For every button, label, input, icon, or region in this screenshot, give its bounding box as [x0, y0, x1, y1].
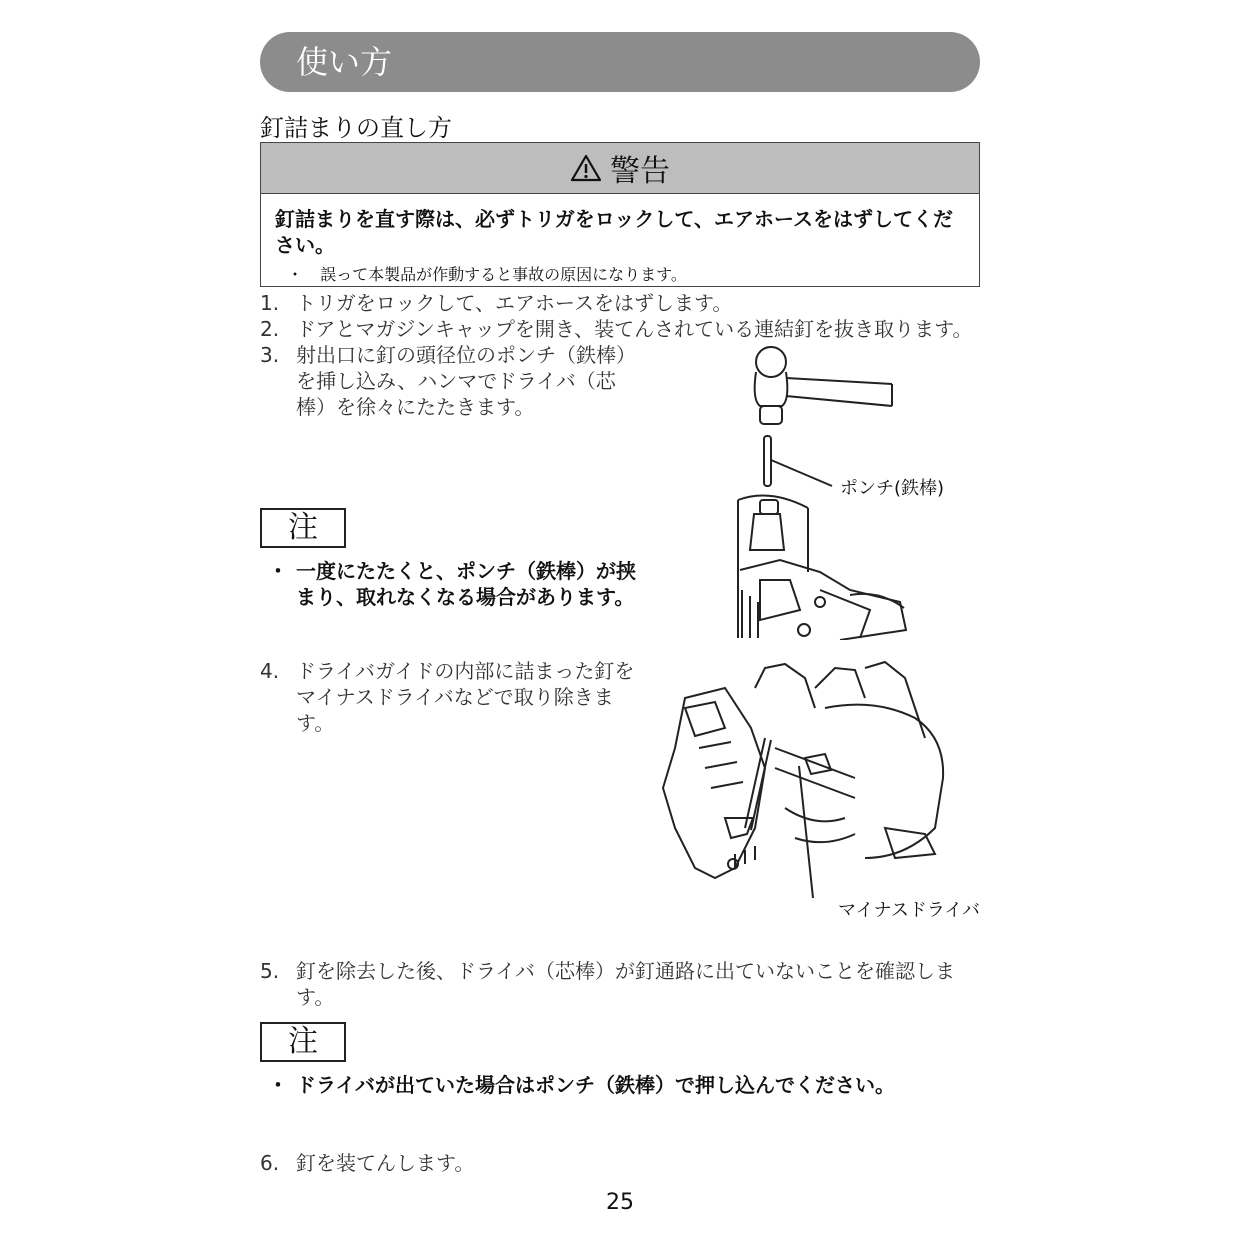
step-5	[260, 958, 980, 1010]
page-header	[260, 32, 980, 92]
page-title: 使い方	[296, 43, 393, 81]
page-number: 25	[606, 1190, 634, 1215]
step-number: 2.	[260, 317, 280, 341]
note-label: 注	[260, 1022, 346, 1062]
warning-body	[261, 194, 979, 288]
screwdriver-illustration	[655, 658, 955, 898]
warning-header	[261, 143, 979, 194]
warning-subtext-label: 誤って本製品が作動すると事故の原因になります。	[320, 265, 687, 284]
section-title: 釘詰まりの直し方	[260, 114, 452, 142]
step-1	[260, 290, 1000, 316]
step-number: 3.	[260, 343, 280, 367]
step-3	[260, 342, 640, 420]
step-4	[260, 658, 640, 736]
note-body: 一度にたたくと、ポンチ（鉄棒）が挟まり、取れなくなる場合があります。	[296, 559, 636, 609]
note-text	[268, 558, 640, 610]
warning-box	[260, 142, 980, 287]
screwdriver-callout-label: マイナスドライバ	[838, 900, 981, 921]
punch-callout-label: ポンチ(鉄棒)	[840, 478, 945, 499]
warning-title: 警告	[610, 154, 670, 189]
step-text: トリガをロックして、エアホースをはずします。	[296, 291, 733, 315]
warning-bullet: ・	[287, 265, 304, 284]
step-number: 6.	[260, 1151, 280, 1175]
warning-text: 釘詰まりを直す際は、必ずトリガをロックして、エアホースをはずしてください。	[275, 207, 953, 257]
note-label: 注	[260, 508, 346, 548]
step-text: 射出口に釘の頭径位のポンチ（鉄棒）を挿し込み、ハンマでドライバ（芯棒）を徐々にたたきます。	[296, 343, 636, 419]
warning-triangle-icon	[570, 154, 602, 182]
step-number: 4.	[260, 659, 280, 683]
note-body: ドライバが出ていた場合はポンチ（鉄棒）で押し込んでください。	[296, 1073, 895, 1097]
step-text: 釘を除去した後、ドライバ（芯棒）が釘通路に出ていないことを確認します。	[296, 959, 955, 1009]
step-number: 1.	[260, 291, 280, 315]
step-number: 5.	[260, 959, 280, 983]
step-2	[260, 316, 1000, 342]
step-text: ドアとマガジンキャップを開き、装てんされている連結釘を抜き取ります。	[296, 317, 973, 341]
step-text: ドライバガイドの内部に詰まった釘をマイナスドライバなどで取り除きます。	[296, 659, 635, 735]
note-bullet: ・	[268, 1073, 288, 1097]
step-6	[260, 1150, 980, 1176]
note-text	[268, 1072, 980, 1098]
warning-subtext	[275, 262, 965, 288]
step-text: 釘を装てんします。	[296, 1151, 475, 1175]
note-bullet: ・	[268, 559, 288, 583]
